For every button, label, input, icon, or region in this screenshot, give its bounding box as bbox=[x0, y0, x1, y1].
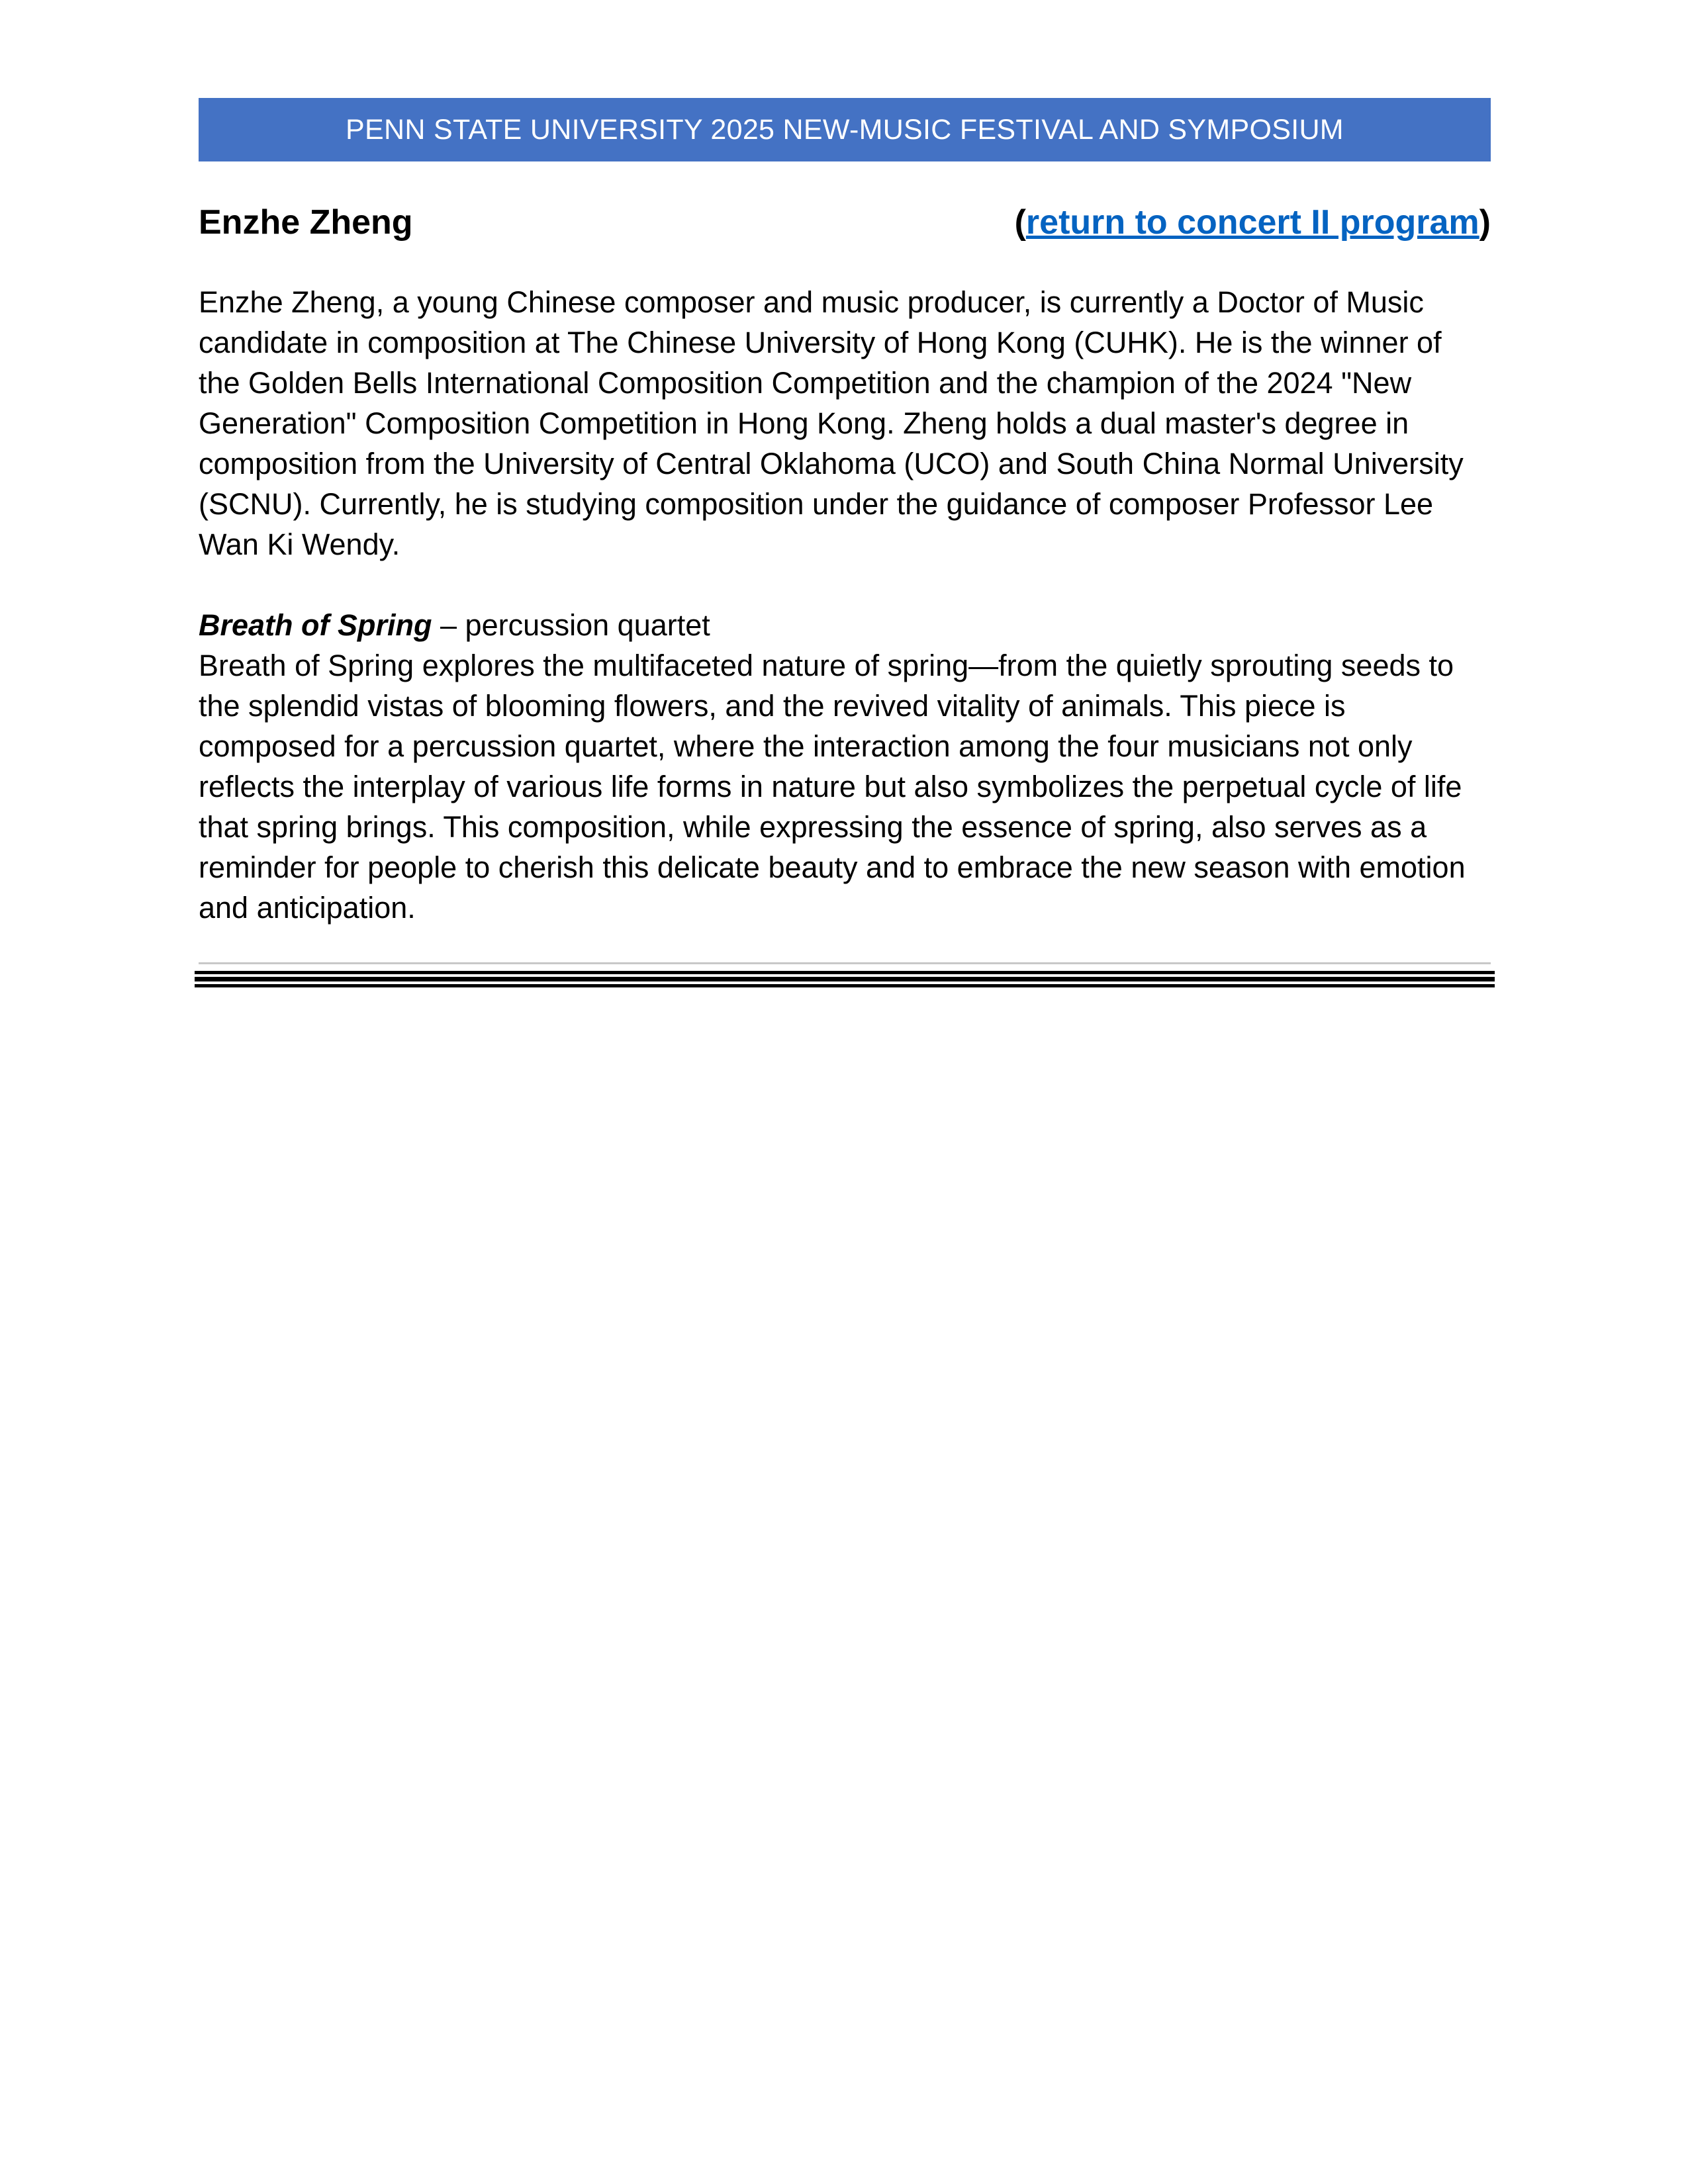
piece-description: Breath of Spring explores the multifaceted nature of spring—from the quietly sprouting seeds to the splendid vistas of blooming flowers, and the revived vitality of animals. This piece is composed for a percussion quartet, where the interaction among the four musicians not only reflects the interplay of various life forms in nature but also symbolizes the perpetual cycle of life that spring brings. This composition, while expressing the essence of spring, also serves as a reminder for people to cherish this delicate beauty and to embrace the new season with emotion and anticipation. bbox=[199, 649, 1466, 925]
document-page bbox=[199, 98, 1491, 987]
return-link-wrapper bbox=[1015, 203, 1491, 242]
divider-line-middle bbox=[195, 977, 1495, 981]
composer-heading bbox=[199, 203, 1491, 249]
piece-title: Breath of Spring bbox=[199, 608, 432, 642]
banner-title: PENN STATE UNIVERSITY 2025 NEW-MUSIC FESTIVAL AND SYMPOSIUM bbox=[346, 113, 1344, 146]
festival-banner bbox=[199, 98, 1491, 161]
divider-line-bottom bbox=[195, 984, 1495, 987]
composer-bio: Enzhe Zheng, a young Chinese composer and music producer, is currently a Doctor of Music candidate in composition at The Chinese University of Hong Kong (CUHK). He is the winner of the Golden Bells International Composition Competition and the champion of the 2024 "New Generation" Composition Competition in Hong Kong. Zheng holds a dual master's degree in composition from the University of Central Oklahoma (UCO) and South China Normal University (SCNU). Currently, he is studying composition under the guidance of composer Professor Lee Wan Ki Wendy. bbox=[199, 285, 1464, 561]
return-close-paren: ) bbox=[1479, 203, 1491, 242]
piece-instrumentation: – percussion quartet bbox=[432, 608, 710, 642]
triple-divider bbox=[195, 971, 1495, 987]
return-to-program-link[interactable]: return to concert II program bbox=[1025, 203, 1479, 242]
thin-divider bbox=[199, 962, 1491, 964]
return-open-paren: ( bbox=[1014, 203, 1026, 242]
piece-section bbox=[199, 605, 1491, 928]
composer-name: Enzhe Zheng bbox=[199, 203, 413, 242]
piece-heading bbox=[199, 605, 1491, 645]
